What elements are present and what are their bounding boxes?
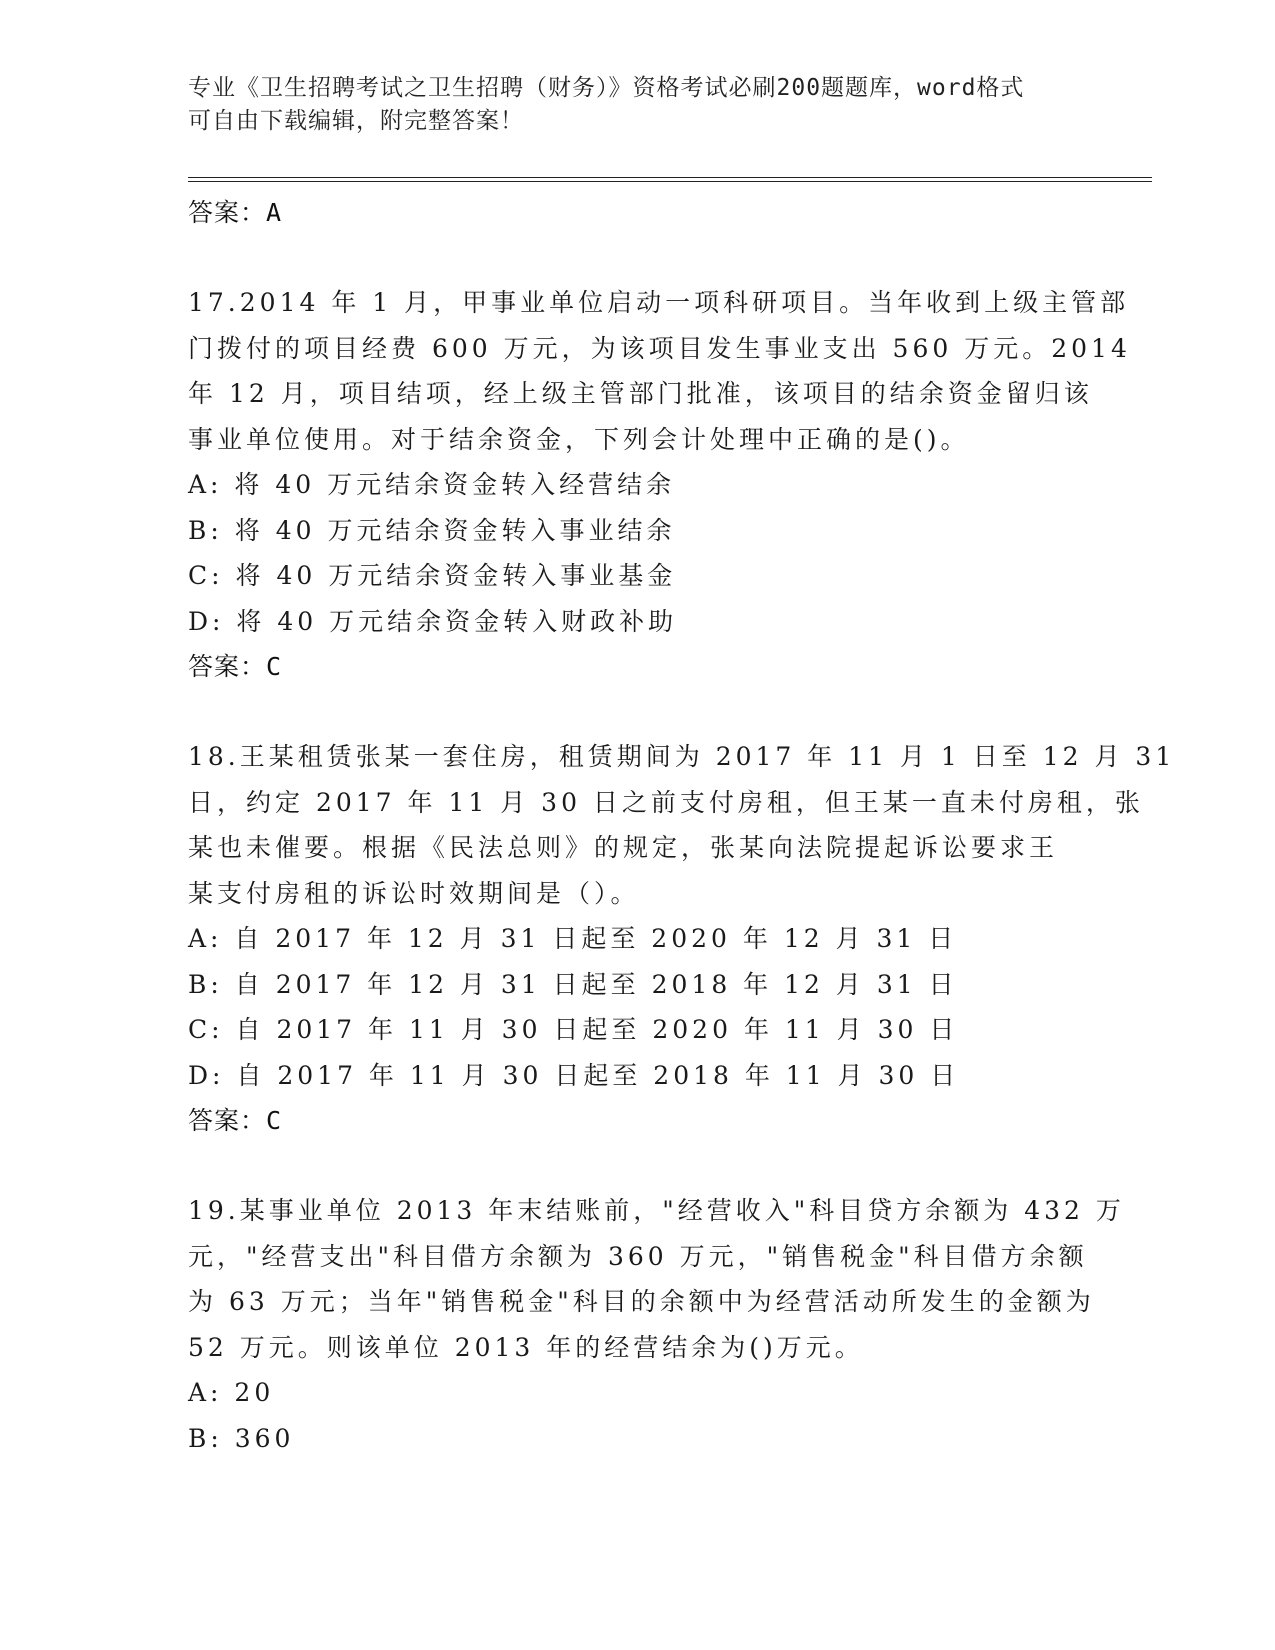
answer-previous: 答案：A (188, 198, 283, 227)
question-line: 年 12 月，项目结项，经上级主管部门批准，该项目的结余资金留归该 (188, 379, 1093, 408)
question-19 (188, 1188, 1125, 1461)
question-line: 事业单位使用。对于结余资金，下列会计处理中正确的是()。 (188, 424, 970, 454)
spacer (188, 689, 1088, 734)
option-a: A: 20 (188, 1378, 275, 1407)
option-c: C: 将 40 万元结余资金转入事业基金 (188, 561, 677, 590)
question-text (188, 280, 1131, 462)
question-text (188, 734, 1176, 916)
questions-content (188, 190, 1176, 1461)
question-line: 17.2014 年 1 月，甲事业单位启动一项科研项目。当年收到上级主管部 (188, 288, 1130, 317)
question-18 (188, 734, 1176, 1143)
question-line: 门拨付的项目经费 600 万元，为该项目发生事业支出 560 万元。2014 (188, 333, 1131, 363)
option-d: D: 将 40 万元结余资金转入财政补助 (188, 606, 678, 636)
header-line-2: 可自由下载编辑，附完整答案！ (188, 108, 524, 134)
question-line: 52 万元。则该单位 2013 年的经营结余为()万元。 (188, 1332, 864, 1362)
spacer (188, 1143, 1088, 1188)
answer-17: 答案：C (188, 652, 283, 681)
question-text (188, 1188, 1125, 1370)
option-a: A: 将 40 万元结余资金转入经营结余 (188, 470, 676, 499)
option-b: B: 将 40 万元结余资金转入事业结余 (188, 515, 676, 545)
spacer (188, 235, 1088, 280)
option-a: A: 自 2017 年 12 月 31 日起至 2020 年 12 月 31 日 (188, 924, 958, 953)
header-line-1: 专业《卫生招聘考试之卫生招聘（财务）》资格考试必刷200题题库，word格式 (188, 75, 1025, 101)
option-b: B: 360 (188, 1423, 295, 1453)
question-line: 18.王某租赁张某一套住房，租赁期间为 2017 年 11 月 1 日至 12 月 31 (188, 742, 1176, 771)
answer-18: 答案：C (188, 1106, 283, 1135)
header-rule-bottom (188, 181, 1152, 182)
option-b: B: 自 2017 年 12 月 31 日起至 2018 年 12 月 31 日 (188, 969, 958, 999)
page-header (188, 72, 1068, 138)
question-line: 某支付房租的诉讼时效期间是（）。 (188, 878, 640, 908)
option-c: C: 自 2017 年 11 月 30 日起至 2020 年 11 月 30 日 (188, 1015, 959, 1044)
question-line: 日，约定 2017 年 11 月 30 日之前支付房租，但王某一直未付房租，张 (188, 787, 1144, 817)
question-line: 为 63 万元；当年"销售税金"科目的余额中为经营活动所发生的金额为 (188, 1287, 1095, 1316)
option-d: D: 自 2017 年 11 月 30 日起至 2018 年 11 月 30 日 (188, 1060, 960, 1090)
header-rule-top (188, 177, 1152, 178)
question-17 (188, 280, 1131, 689)
question-line: 19.某事业单位 2013 年末结账前，"经营收入"科目贷方余额为 432 万 (188, 1196, 1125, 1225)
question-line: 某也未催要。根据《民法总则》的规定，张某向法院提起诉讼要求王 (188, 833, 1059, 862)
question-line: 元，"经营支出"科目借方余额为 360 万元，"销售税金"科目借方余额 (188, 1241, 1088, 1271)
